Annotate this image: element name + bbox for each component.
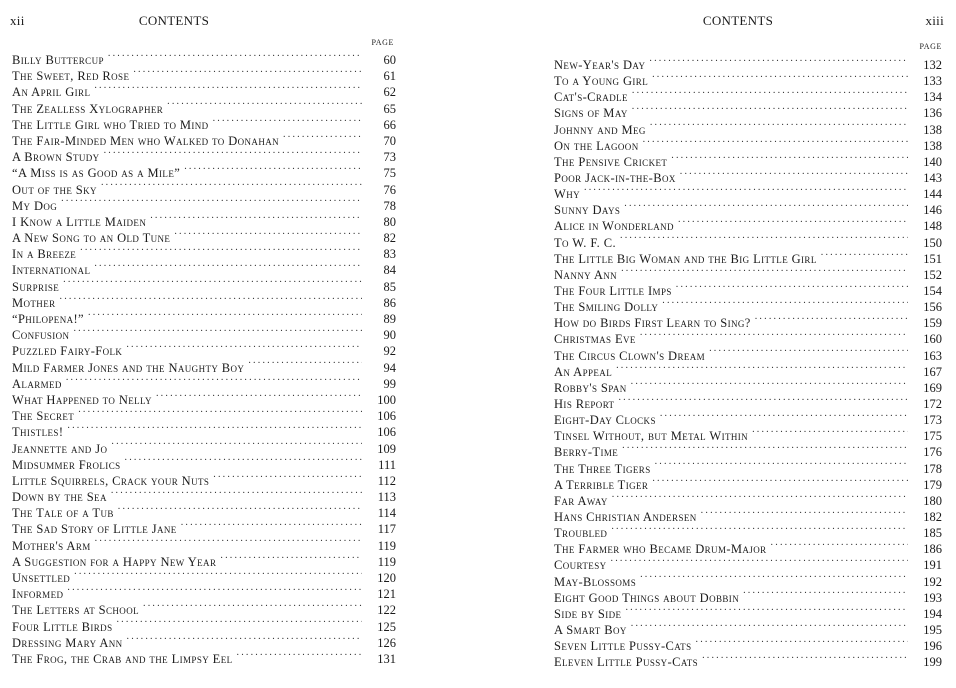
entry-page-number: 125 [377,619,396,634]
dot-leader [584,182,908,198]
dot-leader [624,198,908,214]
dot-leader [88,307,362,323]
entry-title: Johnny and Meg [554,122,646,137]
entry-title: A Brown Study [12,150,100,165]
contents-entry [12,582,396,602]
dot-leader [643,134,908,150]
entry-page-number: 86 [383,295,396,310]
entry-title: Out of the Sky [12,182,97,197]
entry-page-number: 185 [923,526,942,541]
dot-leader [655,457,908,473]
entry-title: Hans Christian Andersen [554,509,697,524]
entry-title: Jeannette and Jo [12,441,108,456]
dot-leader [625,602,908,618]
entry-page-number: 106 [377,409,396,424]
dot-leader [111,437,362,453]
right-running-head [554,13,942,29]
entry-page-number: 148 [923,219,942,234]
entry-title: To a Young Girl [554,74,649,89]
left-folio: xii [10,13,25,28]
dot-leader [156,388,362,404]
contents-entry [12,210,396,229]
dot-leader [701,505,908,521]
entry-page-number: 180 [923,493,942,508]
dot-leader [678,214,908,230]
contents-entry [554,537,942,557]
entry-title: Robby's Span [554,380,627,395]
entry-page-number: 60 [383,53,396,67]
entry-page-number: 80 [383,214,396,229]
entry-page-number: 193 [923,590,942,605]
dot-leader [676,279,908,295]
entry-title: I Know a Little Maiden [12,214,147,229]
entry-title: The Tale of a Tub [12,506,114,521]
entry-title: The Secret [12,409,75,424]
dot-leader [80,242,362,258]
entry-title: Eleven Little Pussy-Cats [554,655,699,670]
right-page-column-label: PAGE [919,42,942,51]
dot-leader [650,118,908,134]
dot-leader [611,553,909,569]
contents-entry [554,53,942,72]
entry-title: My Dog [12,198,58,213]
entry-title: The Four Little Imps [554,283,672,298]
dot-leader [616,360,908,376]
entry-title: In a Breeze [12,247,77,262]
contents-entry [12,420,396,440]
left-running-head [12,13,396,29]
entry-page-number: 84 [383,263,396,278]
entry-title: Cat's-Cradle [554,90,628,105]
entry-page-number: 75 [383,166,396,181]
dot-leader [611,521,908,537]
entry-page-number: 134 [923,90,942,105]
entry-page-number: 150 [923,235,942,250]
dot-leader [63,275,362,291]
entry-page-number: 182 [923,509,942,524]
dot-leader [622,440,908,456]
contents-entry [554,521,942,541]
dot-leader [612,489,908,505]
entry-title: Dressing Mary Ann [12,635,123,650]
entry-title: A Terrible Tiger [554,477,649,492]
entry-title: The Fair-Minded Men who Walked to Donahan [12,133,280,148]
entry-title: Mother's Arm [12,538,91,553]
entry-page-number: 106 [377,425,396,440]
contents-entry [12,372,396,391]
entry-page-number: 138 [923,138,942,153]
entry-title: An April Girl [12,85,91,100]
entry-title: Courtesy [554,558,607,573]
contents-entry [12,339,396,359]
contents-entry [554,505,942,524]
entry-title: Side by Side [554,606,622,621]
contents-entry [12,388,396,407]
entry-title: Unsettled [12,571,71,585]
entry-page-number: 179 [923,477,942,492]
dot-leader [671,150,908,166]
entry-title: Confusion [12,328,70,343]
dot-leader [101,178,362,194]
entry-title: May-Blossoms [554,574,637,589]
entry-page-number: 176 [923,445,942,460]
entry-title: The Sweet, Red Rose [12,69,130,84]
contents-entry [12,291,396,310]
entry-page-number: 159 [923,316,942,331]
entry-title: New-Year's Day [554,58,646,72]
entry-title: How do Birds First Learn to Sing? [554,316,751,331]
entry-title: Four Little Birds [12,619,113,634]
dot-leader [66,372,362,388]
dot-leader [181,517,362,533]
entry-page-number: 167 [923,364,942,379]
entry-title: Mother [12,295,56,310]
entry-page-number: 156 [923,300,942,315]
dot-leader [108,48,362,64]
dot-leader [709,344,908,360]
dot-leader [631,618,908,634]
contents-entry [554,570,942,589]
entry-page-number: 111 [378,457,396,472]
entry-title: The Little Girl who Tried to Mind [12,117,209,132]
right-contents-list [554,53,942,670]
dot-leader [213,113,362,129]
entry-page-number: 73 [383,150,396,165]
left-running-title: CONTENTS [138,13,210,28]
entry-title: A Smart Boy [554,622,627,637]
entry-title: The Little Big Woman and the Big Little Girl [554,251,817,266]
entry-page-number: 65 [383,101,396,116]
contents-entry [12,307,396,326]
contents-entry [554,489,942,508]
entry-title: A New Song to an Old Tune [12,231,171,246]
dot-leader [771,537,908,553]
dot-leader [95,534,362,550]
dot-leader [620,231,908,247]
entry-title: On the Lagoon [554,138,639,153]
entry-title: Poor Jack-in-the-Box [554,170,676,185]
entry-title: Christmas Eve [554,332,636,347]
entry-page-number: 117 [377,522,396,537]
entry-page-number: 114 [377,506,396,521]
dot-leader [652,69,908,85]
entry-title: Billy Buttercup [12,53,104,67]
entry-title: The Letters at School [12,603,139,618]
entry-page-number: 192 [923,574,942,589]
dot-leader [126,339,362,355]
left-page-column-label: PAGE [371,38,394,47]
left-contents-list [12,48,396,666]
dot-leader [632,85,908,101]
right-running-title: CONTENTS [702,13,774,28]
entry-page-number: 62 [383,85,396,100]
entry-title: Eight-Day Clocks [554,413,656,428]
entry-title: Eight Good Things about Dobbin [554,590,740,605]
contents-entry [12,598,396,618]
dot-leader [752,424,908,440]
dot-leader [74,566,362,582]
dot-leader [662,295,908,311]
entry-page-number: 154 [923,283,942,298]
entry-title: His Report [554,396,615,411]
dot-leader [73,323,362,339]
dot-leader [621,263,908,279]
dot-leader [652,473,908,489]
dot-leader [640,327,908,343]
contents-entry [554,198,942,218]
entry-title: The Frog, the Crab and the Limpsy Eel [12,651,233,666]
entry-page-number: 136 [923,106,942,121]
entry-page-number: 160 [923,332,942,347]
entry-title: Puzzled Fairy-Folk [12,344,123,359]
dot-leader [696,634,909,650]
entry-page-number: 112 [377,473,396,488]
entry-title: Sunny Days [554,203,621,218]
dot-leader [150,210,362,226]
entry-title: Signs of May [554,106,628,121]
dot-leader [118,501,362,517]
entry-title: Far Away [554,493,608,508]
entry-page-number: 173 [923,413,942,428]
dot-leader [127,631,362,647]
entry-title: International [12,263,91,278]
entry-title: Surprise [12,279,60,294]
entry-title: The Pensive Cricket [554,154,668,169]
entry-title: The Three Tigers [554,461,651,476]
entry-page-number: 120 [377,571,396,585]
entry-title: Troubled [554,526,608,541]
contents-entry [554,376,942,395]
entry-page-number: 178 [923,461,942,476]
entry-title: Little Squirrels, Crack your Nuts [12,473,210,488]
dot-leader [631,376,908,392]
dot-leader [111,485,362,501]
dot-leader [60,291,362,307]
entry-page-number: 99 [383,376,396,391]
entry-title: Informed [12,587,64,602]
entry-page-number: 151 [923,251,942,266]
entry-page-number: 175 [923,429,942,444]
entry-title: An Appeal [554,364,613,379]
dot-leader [702,650,908,666]
contents-entry [12,48,396,67]
entry-title: The Zealless Xylographer [12,101,164,116]
entry-page-number: 140 [923,154,942,169]
entry-page-number: 119 [377,554,396,569]
entry-page-number: 133 [923,74,942,89]
entry-title: Tinsel Without, but Metal Within [554,429,749,444]
dot-leader [78,404,362,420]
entry-page-number: 132 [923,58,942,72]
entry-title: The Smiling Dolly [554,300,659,315]
entry-page-number: 196 [923,639,942,654]
dot-leader [821,247,908,263]
dot-leader [660,408,908,424]
dot-leader [116,615,362,631]
entry-title: Nanny Ann [554,267,618,282]
entry-title: Alarmed [12,376,62,391]
dot-leader [680,166,908,182]
dot-leader [125,453,362,469]
dot-leader [94,258,362,274]
dot-leader [220,550,362,566]
dot-leader [61,194,362,210]
dot-leader [237,647,363,663]
dot-leader [743,586,908,602]
entry-title: “A Miss is as Good as a Mile” [12,166,181,181]
entry-page-number: 85 [383,279,396,294]
entry-page-number: 78 [383,198,396,213]
dot-leader [67,582,362,598]
entry-page-number: 195 [923,622,942,637]
dot-leader [174,226,362,242]
dot-leader [143,598,362,614]
dot-leader [184,161,362,177]
dot-leader [283,129,362,145]
dot-leader [640,570,908,586]
right-folio: xiii [925,13,944,28]
dot-leader [104,145,362,161]
entry-page-number: 122 [377,603,396,618]
entry-title: “Philopena!” [12,312,85,326]
entry-title: The Circus Clown's Dream [554,348,706,363]
entry-title: A Suggestion for a Happy New Year [12,554,217,569]
entry-title: What Happened to Nelly [12,392,152,407]
entry-page-number: 138 [923,122,942,137]
entry-page-number: 119 [377,538,396,553]
entry-page-number: 109 [377,441,396,456]
entry-page-number: 121 [377,587,396,602]
entry-page-number: 94 [383,360,396,375]
entry-page-number: 143 [923,170,942,185]
contents-entry [554,182,942,202]
dot-leader [649,53,908,69]
entry-page-number: 89 [383,312,396,326]
entry-title: Alice in Wonderland [554,219,674,234]
entry-page-number: 152 [923,267,942,282]
entry-page-number: 92 [383,344,396,359]
entry-page-number: 61 [383,69,396,84]
entry-page-number: 163 [923,348,942,363]
entry-title: Why [554,187,580,202]
dot-leader [618,392,908,408]
entry-title: Seven Little Pussy-Cats [554,639,692,654]
contents-entry [12,275,396,294]
entry-page-number: 70 [383,133,396,148]
entry-page-number: 131 [377,651,396,666]
entry-page-number: 191 [923,558,942,573]
entry-title: Thistles! [12,425,64,440]
entry-page-number: 126 [377,635,396,650]
entry-title: To W. F. C. [554,235,616,250]
dot-leader [755,311,908,327]
entry-title: Down by the Sea [12,490,107,505]
contents-entry [12,194,396,213]
entry-page-number: 100 [377,392,396,407]
dot-leader [632,101,908,117]
dot-leader [133,64,362,80]
entry-title: The Sad Story of Little Jane [12,522,177,537]
entry-title: Berry-Time [554,445,619,460]
entry-page-number: 76 [383,182,396,197]
contents-entry [554,553,942,573]
entry-page-number: 169 [923,380,942,395]
entry-page-number: 146 [923,203,942,218]
entry-page-number: 113 [377,490,396,505]
entry-page-number: 90 [383,328,396,343]
dot-leader [248,356,362,372]
contents-entry [12,437,396,456]
dot-leader [167,97,362,113]
dot-leader [213,469,362,485]
entry-page-number: 186 [923,542,942,557]
entry-page-number: 199 [923,655,942,670]
entry-page-number: 66 [383,117,396,132]
entry-page-number: 172 [923,396,942,411]
entry-title: Midsummer Frolics [12,457,121,472]
entry-page-number: 83 [383,247,396,262]
entry-page-number: 82 [383,231,396,246]
dot-leader [94,80,362,96]
entry-page-number: 194 [923,606,942,621]
entry-title: The Farmer who Became Drum-Major [554,542,767,557]
entry-title: Mild Farmer Jones and the Naughty Boy [12,360,245,375]
dot-leader [67,420,362,436]
entry-page-number: 144 [923,187,942,202]
